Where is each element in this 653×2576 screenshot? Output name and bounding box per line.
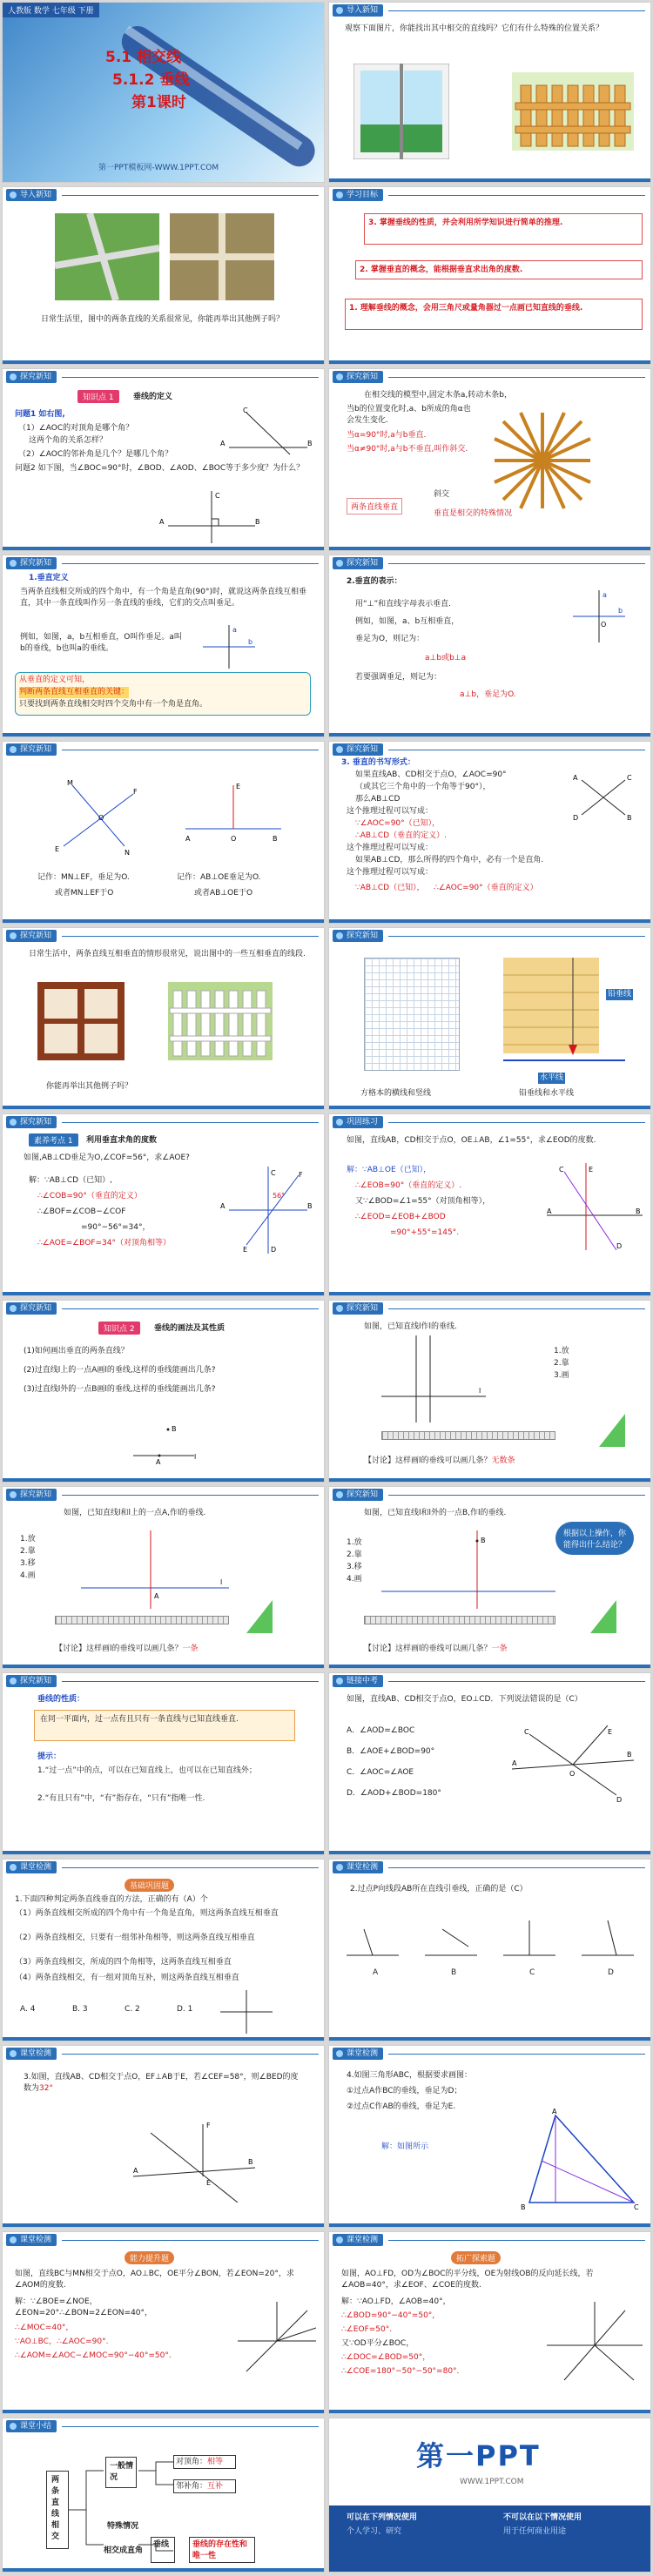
form-line-2: （或其它三个角中的一个角等于90°）， (355, 783, 491, 791)
problem-text: 如图，已知直线l和l外的一点B,作l的垂线. (364, 1509, 507, 1517)
step-4: 4.画 (20, 1571, 36, 1580)
svg-text:A: A (156, 1458, 161, 1466)
slide-check-5 (2, 2231, 325, 2414)
svg-text:B: B (273, 835, 278, 843)
section-tag: 探究新知 (333, 371, 383, 383)
svg-text:a: a (603, 591, 607, 599)
triangle-diagram (521, 2107, 643, 2211)
option-a: A. 4 (20, 2005, 36, 2014)
slide-perp-property (2, 1672, 325, 1855)
solution-line-4: =90°−56°=34°， (81, 1223, 151, 1232)
angle-diagram (547, 1163, 643, 1250)
statement-2: （2）两条直线相交，只要有一组邻补角相等，则这两条直线互相垂直 (15, 1934, 255, 1942)
option-b: B．∠AOE+∠BOD=90° (347, 1747, 435, 1756)
fd-ao-diagram (547, 2302, 643, 2389)
property-box: 在同一平面内，过一点有且只有一条直线与已知直线垂直. (34, 1710, 295, 1741)
tip-heading: 提示： (37, 1752, 62, 1761)
special-case-text: 垂直是相交的特殊情况 (434, 509, 513, 518)
problem-text: 如图，直线BC与MN相交于点O，AO⊥BC，OE平分∠BON，若∠EON=20°，求∠AOM的度数. (15, 2270, 294, 2290)
problem-text: 如图，已知直线l和l上的一点A,作l的垂线. (64, 1509, 206, 1517)
statement-3: （3）两条直线相交，所成的四个角相等，这两条直线互相垂直 (15, 1958, 232, 1967)
notation-6: a⊥b，垂足为O. (460, 690, 516, 699)
fence-photo (512, 72, 634, 151)
section-tag: 课堂检测 (333, 1861, 383, 1873)
form-line-3: 那么AB⊥CD (355, 795, 401, 804)
solution-line-5: ∴∠DOC=∠BOD=50°， (341, 2353, 431, 2362)
plumb-line-graphic (503, 958, 634, 1071)
section-tag: 探究新知 (333, 1302, 383, 1315)
slide-drawing-questions (2, 1300, 325, 1483)
form-line-4: 这个推理过程可以写成： (347, 807, 434, 816)
option-c: C. 2 (125, 2005, 140, 2014)
solution-line-5: =90°+55°=145°. (390, 1228, 460, 1237)
form-line-10: ∵AB⊥CD（已知）， (355, 884, 425, 892)
slide-exam-link (328, 1672, 651, 1855)
knowledge-point-badge: 知识点 1 (77, 390, 119, 403)
solution-line-2: ∴∠BOD=90°−40°=50°， (341, 2311, 441, 2320)
summary-special: 特殊情况 (107, 2522, 139, 2531)
svg-text:E: E (55, 845, 60, 853)
perp-ab-diagram (573, 590, 625, 642)
svg-text:O: O (569, 1770, 576, 1778)
statement-4: （4）两条直线相交，有一组对顶角互补，则这两条直线互相垂直 (15, 1974, 239, 1982)
question-1: 问题1 如右图, (15, 410, 65, 419)
option-a: A．∠AOD=∠BOC (347, 1726, 415, 1735)
section-tag: 探究新知 (6, 1116, 57, 1128)
perp-drawing (381, 1335, 486, 1423)
solution-line-6: ∴∠COE=180°−50°−50°=80°. (341, 2367, 460, 2376)
question-3: (3)过直线l外的一点B画l的垂线,这样的垂线能画出几条? (24, 1385, 216, 1394)
slide-title (2, 2, 325, 183)
notation-row-4: 或者AB⊥OE于O (194, 889, 253, 898)
svg-text:E: E (608, 1728, 613, 1736)
svg-text:B: B (636, 1207, 641, 1215)
options-diagram (338, 1912, 643, 1990)
svg-text:a: a (232, 626, 237, 634)
problem-text: 1.下面四种判定两条直线垂直的方法，正确的有（A）个 (15, 1895, 208, 1904)
svg-text:F: F (299, 1171, 303, 1179)
lines-diagram (512, 1725, 634, 1804)
efab-diagram (133, 2115, 255, 2203)
summary-root: 两条直线相交 (46, 2471, 69, 2549)
question-1b: 这两个角的关系怎样？ (29, 436, 108, 445)
slide-check-4 (328, 2045, 651, 2228)
solution-line-4: ∴∠AOM=∠AOC−∠MOC=90°−40°=50°. (15, 2351, 172, 2360)
svg-text:B: B (627, 814, 632, 822)
question-text: 你能再举出其他例子吗？ (46, 1082, 133, 1091)
grid-paper-graphic (364, 958, 460, 1071)
solution-line-3: 又∵∠BOD=∠1=55°（对顶角相等）， (355, 1197, 491, 1206)
slide-summary (2, 2418, 325, 2573)
slide-intro-1 (328, 2, 651, 183)
section-tag: 学习目标 (333, 189, 383, 201)
problem-text: 如图，直线AB、CD相交于点O，EO⊥CD．下列说法错误的是（C） (347, 1695, 582, 1704)
option-b: B (451, 1968, 457, 1977)
definition-text: 当两条直线相交所成的四个角中，有一个角是直角(90°)时，就说这两条直线互相垂直，其中一条直线叫作另一条直线的垂线，它们的交点叫垂足。 (20, 588, 306, 608)
heading: 垂线的性质： (37, 1695, 85, 1704)
step-2: 2.靠 (347, 1550, 362, 1559)
level-badge: 能力提升题 (125, 2251, 174, 2264)
set-square-graphic (590, 1600, 616, 1633)
question-2: 问题2 如下图，当∠BOC=90°时，∠BOD、∠AOD、∠BOC等于多少度？为什么？ (15, 464, 305, 473)
notation-2: 例如，如图，a、b互相垂直， (355, 617, 460, 626)
slide-draw-perp-off (328, 1486, 651, 1669)
svg-text:F: F (133, 788, 138, 796)
prompt-text: 日常生活中，两条直线互相垂直的情形很常见，说出图中的一些互相垂直的线段. (29, 950, 306, 958)
model-text-2: 当b的位置变化时,a、b所成的角α也会发生变化. (347, 405, 471, 425)
slide-intro-2 (2, 186, 325, 365)
lesson-title-2: 5.1.2 垂线 (112, 71, 190, 89)
problem-text: 3.如图，直线AB、CD相交于点O，EF⊥AB于E，若∠CEF=58°，则∠BED的度数为32° (24, 2073, 299, 2093)
notation-row-3: 记作：AB⊥OE垂足为O. (177, 873, 261, 882)
line-l-diagram (133, 1423, 203, 1466)
solution-line-4: ∴∠EOD=∠EOB+∠BOD (355, 1213, 446, 1221)
question-1: (1)如何画出垂直的两条直线？ (24, 1347, 129, 1355)
perpendicular-label: 两条直线垂直 (347, 498, 402, 515)
level-label: 水平线 (540, 1073, 564, 1082)
summary-perp: 垂线 (151, 2537, 175, 2563)
slide-check-2 (328, 1859, 651, 2041)
summary-vertical: 对顶角：相等 (173, 2455, 236, 2469)
problem-text: 如图，AO⊥FD，OD为∠BOC的平分线，OE为射线OB的反向延长线，若∠AOB=40°，求∠EOF、∠COE的度数. (341, 2270, 594, 2290)
form-line-8: 如果AB⊥CD，那么所得的四个角中，必有一个是直角. (355, 856, 544, 864)
slide-credits (328, 2418, 651, 2573)
knowledge-point-title: 垂线的画法及其性质 (154, 1324, 226, 1333)
svg-text:D: D (271, 1246, 277, 1254)
forbidden-heading: 不可以在以下情况使用 (503, 2513, 582, 2522)
problem-text: 如图，直线AB，CD相交于点O，OE⊥AB，∠1=55°，求∠EOD的度数. (347, 1136, 596, 1145)
section-tag: 探究新知 (333, 557, 383, 569)
slide-objectives (328, 186, 651, 365)
step-2: 2.靠 (554, 1359, 569, 1368)
svg-text:E: E (236, 783, 241, 790)
svg-text:56°: 56° (273, 1192, 286, 1200)
heading: 1.垂直定义 (29, 574, 69, 582)
ruler-graphic (381, 1431, 555, 1440)
step-1: 1.放 (347, 1538, 362, 1547)
perp-on-line-drawing (81, 1522, 229, 1609)
svg-text:N: N (125, 849, 130, 855)
svg-text:B: B (627, 1751, 632, 1759)
section-tag: 巩固练习 (333, 1116, 383, 1128)
slide-notation-examples (2, 741, 325, 924)
lesson-title-3: 第1课时 (131, 94, 186, 111)
goal-1: 1. 理解垂线的概念，会用三角尺或量角器过一点画已知直线的垂线. (345, 299, 643, 330)
svg-text:C: C (559, 1166, 564, 1174)
svg-text:D: D (616, 1242, 623, 1250)
logo-area (329, 2418, 650, 2505)
option-a: A (373, 1968, 379, 1977)
step-3: 3.移 (347, 1563, 362, 1571)
svg-text:E: E (206, 2179, 212, 2187)
option-c: C (529, 1968, 535, 1977)
svg-text:B: B (481, 1537, 486, 1544)
svg-text:C: C (215, 492, 220, 500)
knowledge-point-badge: 知识点 2 (98, 1322, 140, 1335)
svg-text:B: B (307, 1202, 313, 1210)
section-tag: 探究新知 (6, 1675, 57, 1687)
caption-grid: 方格本的横线和竖线 (360, 1089, 432, 1098)
svg-text:A: A (220, 1202, 226, 1210)
discussion-text: 【讨论】这样画l的垂线可以画几条？无数条 (364, 1456, 515, 1465)
option-d: D (608, 1968, 614, 1977)
white-fence-photo (168, 982, 273, 1060)
heading: 2.垂直的表示： (347, 577, 402, 586)
ab-oe-diagram (185, 777, 281, 855)
section-tag: 探究新知 (6, 371, 57, 383)
svg-text:C: C (271, 1169, 276, 1177)
section-tag: 探究新知 (6, 1302, 57, 1315)
svg-text:A: A (133, 2167, 138, 2175)
question-2: (2)过直线l上的一点A画l的垂线,这样的垂线能画出几条? (24, 1366, 216, 1375)
key-note-box: 从垂直的定义可知， 判断两条直线互相垂直的关键： 只要找到两条直线相交时四个交角中有一个角是直角。 (15, 672, 311, 716)
model-text-1: 在相交线的模型中,固定木条a,转动木条b， (364, 391, 512, 400)
slide-perp-definition (2, 555, 325, 737)
svg-text:D: D (573, 814, 579, 822)
perpendicular-lines-diagram (159, 491, 264, 543)
svg-text:A: A (185, 835, 191, 843)
question-1a: （1）∠AOC的对顶角是哪个角？ (18, 424, 134, 433)
example-badge: 素养考点 1 (29, 1133, 78, 1147)
road-photo-1 (55, 213, 159, 300)
solution-line-1: 解：∵∠BOE=∠NOE，∠EON=20°∴∠BON=2∠EON=40°， (15, 2297, 153, 2317)
question-1c: （2）∠AOC的邻补角是几个？是哪几个角？ (18, 450, 173, 459)
summary-adjacent: 邻补角：互补 (173, 2479, 236, 2493)
angle-diagram (220, 1167, 316, 1254)
allowed-heading: 可以在下列情况使用 (347, 2513, 418, 2522)
model-text-4: 当α≠90°时,a与b不垂直,叫作斜交. (347, 445, 468, 454)
solution-line-1: 解：∵AB⊥CD（已知）, (29, 1176, 112, 1185)
solution-line-5: ∴∠AOE=∠BOF=34°（对顶角相等） (37, 1239, 171, 1248)
svg-text:O: O (601, 621, 607, 629)
svg-text:C: C (524, 1728, 529, 1736)
svg-text:A: A (573, 774, 578, 782)
lesson-title-1: 5.1 相交线 (105, 49, 182, 66)
edition-badge: 人教版 数学 七年级 下册 (3, 3, 99, 17)
set-square-graphic (246, 1600, 273, 1633)
oblique-label: 斜交 (434, 490, 450, 499)
form-line-11: ∴∠AOC=90°（垂直的定义） (434, 884, 538, 892)
svg-text:A: A (512, 1759, 517, 1767)
section-tag: 课堂检测 (6, 2234, 57, 2246)
footer-watermark: 第一PPT模板网-WWW.1PPT.COM (98, 164, 219, 172)
form-line-9: 这个推理过程可以写成： (347, 868, 434, 877)
option-d: D．∠AOD+∠BOD=180° (347, 1789, 441, 1798)
svg-text:B: B (172, 1425, 177, 1433)
solution-line-4: 又∵OD平分∠BOC， (341, 2339, 414, 2348)
svg-text:b: b (248, 638, 253, 646)
svg-text:E: E (243, 1246, 248, 1254)
tip-2: 2.“有且只有”中，“有”指存在，“只有”指唯一性. (37, 1794, 205, 1803)
svg-text:C: C (627, 774, 632, 782)
step-3: 3.移 (20, 1559, 36, 1568)
svg-text:C: C (243, 407, 248, 414)
section-tag: 探究新知 (6, 1489, 57, 1501)
solution-line-3: ∵AO⊥BC，∴∠AOC=90°. (15, 2337, 109, 2346)
step-1: 1.放 (554, 1347, 569, 1355)
section-tag: 课堂检测 (6, 1861, 57, 1873)
form-line-7: 这个推理过程可以写成： (347, 844, 434, 852)
statement-1: （1）两条直线相交所成的四个角中有一个角是直角，则这两条直线互相垂直 (15, 1909, 279, 1918)
tip-1: 1.“过一点”中的点，可以在已知直线上，也可以在已知直线外； (37, 1766, 257, 1775)
solution-line-1: 解：∵AB⊥OE（已知）， (347, 1166, 432, 1174)
summary-right-angle: 相交成直角 (104, 2546, 144, 2555)
slide-example-angle (2, 1113, 325, 1296)
svg-text:F: F (206, 2122, 211, 2129)
perp-ab-diagram (203, 625, 255, 669)
question-text: 日常生活里，图中的两条直线的关系很常见，你能再举出其他例子吗？ (41, 315, 285, 324)
set-square-graphic (599, 1414, 625, 1447)
slide-notation (328, 555, 651, 737)
solution-line-2: ∴∠MOC=40°， (15, 2324, 74, 2332)
section-tag: 导入新知 (333, 4, 383, 17)
svg-text:M: M (67, 779, 73, 787)
svg-text:B: B (307, 440, 313, 447)
goal-3: 3. 掌握垂线的性质，并会利用所学知识进行简单的推理. (364, 213, 643, 245)
solution-line-2: ∴∠COB=90°（垂直的定义） (37, 1192, 142, 1201)
step-4: 4.画 (347, 1575, 362, 1584)
slide-grid-plumb (328, 927, 651, 1110)
discussion-text: 【讨论】这样画l的垂线可以画几条？一条 (55, 1644, 199, 1653)
section-tag: 探究新知 (333, 1489, 383, 1501)
svg-text:l: l (220, 1578, 223, 1586)
solution-line-3: ∴∠BOF=∠COB−∠COF (37, 1207, 126, 1216)
svg-text:O: O (231, 835, 237, 843)
brand-logo: 第一PPT (416, 2439, 541, 2472)
section-tag: 课堂检测 (333, 2234, 383, 2246)
summary-perp-unique: 垂线的存在性和唯一性 (189, 2537, 255, 2563)
ruler-graphic (55, 1616, 229, 1624)
slide-draw-perp-any (328, 1300, 651, 1483)
svg-text:E: E (589, 1166, 594, 1174)
step-1: ①过点A作BC的垂线，垂足为D； (347, 2087, 462, 2095)
step-3: 3.画 (554, 1371, 569, 1380)
svg-text:b: b (618, 607, 623, 615)
solution-line-3: ∴∠EOF=50°. (341, 2325, 393, 2334)
brand-url: WWW.1PPT.COM (460, 2478, 524, 2486)
step-2: ②过点C作AB的垂线，垂足为E. (347, 2102, 456, 2111)
slide-writing-form (328, 741, 651, 924)
slide-check-6 (328, 2231, 651, 2414)
ab-cd-diagram (573, 771, 634, 824)
slide-definition (2, 368, 325, 551)
window-photo (353, 64, 449, 159)
notation-4: a⊥b或b⊥a (425, 654, 467, 662)
intersecting-lines-diagram (220, 404, 316, 456)
summary-general: 一般情况 (105, 2457, 137, 2488)
slide-life-examples (2, 927, 325, 1110)
section-tag: 课堂检测 (333, 2048, 383, 2060)
notation-3: 垂足为O，则记为： (355, 635, 425, 643)
example-text: 例如，如图，a，b互相垂直，O叫作垂足。a叫b的垂线，b也叫a的垂线。 (20, 633, 182, 653)
problem-text: 2.过点P向线段AB所在直线引垂线，正确的是（C） (350, 1885, 528, 1893)
svg-text:A: A (159, 518, 165, 526)
slide-check-3 (2, 2045, 325, 2228)
solution-line-2: ∴∠EOB=90°（垂直的定义）. (355, 1181, 462, 1190)
notation-row-2: 或者MN⊥EF于O (55, 889, 114, 898)
svg-text:D: D (616, 1796, 623, 1804)
problem-text: 4.如图三角形ABC，根据要求画图： (347, 2071, 473, 2080)
slide-practice-angle (328, 1113, 651, 1296)
section-tag: 链接中考 (333, 1675, 383, 1687)
notation-1: 用“⊥”和直线字母表示垂直. (355, 600, 452, 609)
allowed-item: 个人学习、研究 (347, 2527, 402, 2536)
slide-model (328, 368, 651, 551)
question-text: 观察下面图片，你能找出其中相交的直线吗？它们有什么特殊的位置关系？ (345, 24, 604, 33)
svg-text:A: A (154, 1592, 159, 1600)
slide-check-1 (2, 1859, 325, 2041)
ruler-graphic (364, 1616, 555, 1624)
option-c: C．∠AOC=∠AOE (347, 1768, 414, 1777)
discussion-text: 【讨论】这样画l的垂线可以画几条？一条 (364, 1644, 508, 1653)
rotating-sticks-graphic (486, 404, 599, 517)
level-badge: 拓广探索题 (451, 2251, 501, 2264)
svg-text:l: l (194, 1453, 197, 1461)
option-d: D. 1 (177, 2005, 193, 2014)
section-tag: 探究新知 (6, 930, 57, 942)
problem-text: 如图,AB⊥CD垂足为O,∠COF=56°，求∠AOE? (24, 1153, 190, 1162)
section-tag: 课堂小结 (6, 2420, 57, 2432)
perp-off-line-drawing (381, 1522, 555, 1609)
svg-text:A: A (547, 1207, 552, 1215)
svg-text:C: C (634, 2203, 639, 2211)
svg-text:O: O (98, 814, 104, 822)
section-tag: 探究新知 (6, 557, 57, 569)
problem-text: 如图，已知直线l作l的垂线. (364, 1322, 457, 1331)
svg-text:A: A (552, 2108, 557, 2115)
mn-ef-diagram (55, 777, 142, 855)
caption-plumb: 铅垂线和水平线 (519, 1089, 575, 1098)
bc-mn-diagram (238, 2302, 316, 2380)
svg-text:l: l (479, 1387, 481, 1395)
forbidden-item: 用于任何商业用途 (503, 2527, 567, 2536)
window-frame-photo (37, 982, 125, 1060)
thought-bubble: 根据以上操作，你能得出什么结论？ (555, 1522, 634, 1555)
knowledge-point-title: 垂线的定义 (133, 393, 173, 401)
step-1: 1.放 (20, 1535, 36, 1544)
svg-text:B: B (248, 2158, 253, 2166)
heading: 3. 垂直的书写形式： (341, 758, 415, 767)
slide-draw-perp-on (2, 1486, 325, 1669)
section-tag: 导入新知 (6, 189, 57, 201)
plumb-label: 铅垂线 (608, 990, 632, 999)
example-title: 利用垂直求角的度数 (86, 1136, 158, 1145)
form-line-5: ∵∠AOC=90°（已知）， (355, 819, 441, 828)
form-line-6: ∴AB⊥CD（垂直的定义）. (355, 831, 447, 840)
goal-2: 2. 掌握垂直的概念，能根据垂直求出角的度数. (355, 260, 643, 279)
svg-text:B: B (255, 518, 260, 526)
section-tag: 探究新知 (6, 743, 57, 756)
step-2: 2.靠 (20, 1547, 36, 1556)
solution-line-1: 解：∵AO⊥FD，∠AOB=40°， (341, 2297, 451, 2306)
section-tag: 探究新知 (333, 930, 383, 942)
notation-row-1: 记作：MN⊥EF，垂足为O. (37, 873, 130, 882)
option-b: B. 3 (72, 2005, 88, 2014)
form-line-1: 如果直线AB、CD相交于点O，∠AOC=90° (355, 770, 507, 779)
section-tag: 课堂检测 (6, 2048, 57, 2060)
solution-text: 解：如图所示 (381, 2142, 429, 2151)
cross-diagram (220, 1990, 273, 2034)
model-text-3: 当α=90°时,a与b垂直. (347, 431, 427, 440)
notation-5: 若要强调垂足，则记为： (355, 673, 442, 682)
svg-text:A: A (220, 440, 226, 447)
level-badge: 基础巩固题 (125, 1879, 174, 1892)
road-photo-2 (170, 213, 274, 300)
svg-text:B: B (521, 2203, 526, 2211)
section-tag: 探究新知 (333, 743, 383, 756)
